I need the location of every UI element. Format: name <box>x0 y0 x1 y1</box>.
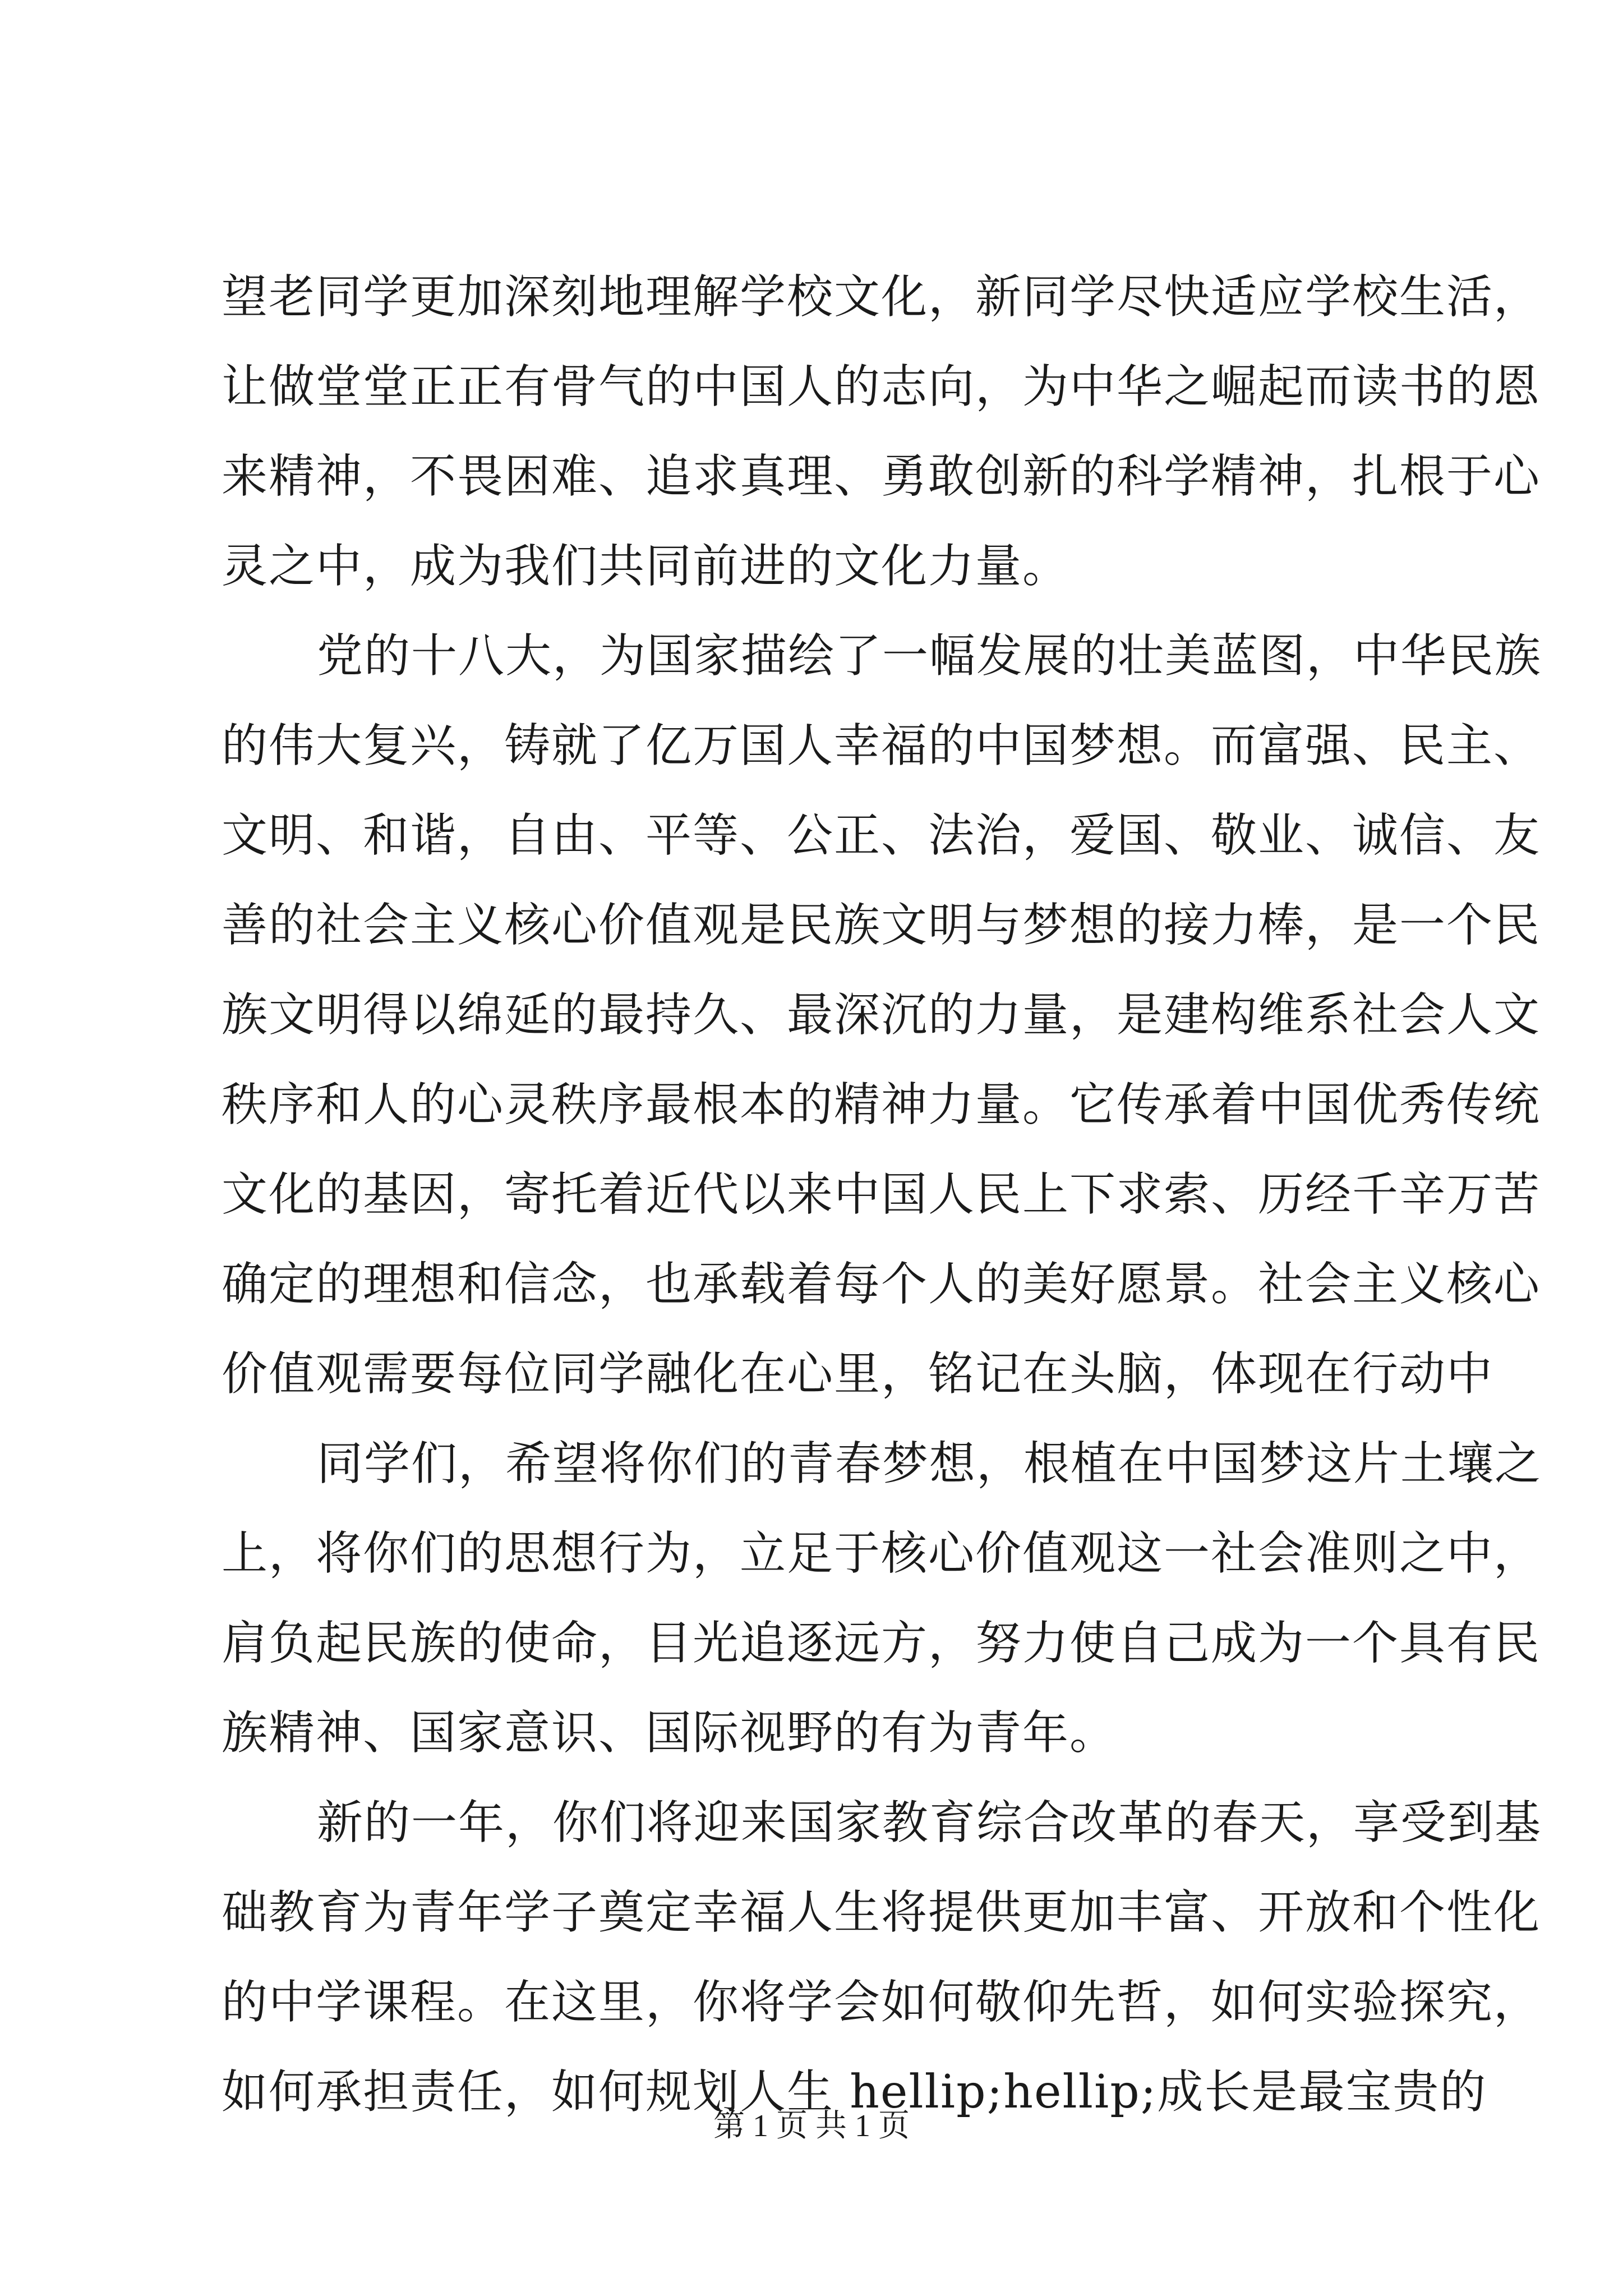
text-line: 文化的基因，寄托着近代以来中国人民上下求索、历经千辛万苦 <box>222 1168 1541 1221</box>
text-line: 新的一年，你们将迎来国家教育综合改革的春天，享受到基 <box>317 1796 1542 1849</box>
text-line: 如何承担责任，如何规划人生 hellip;hellip;成长是最宝贵的 <box>222 2065 1487 2119</box>
text-line: 灵之中，成为我们共同前进的文化力量。 <box>222 540 1070 593</box>
text-line: 的中学课程。在这里，你将学会如何敬仰先哲，如何实验探究， <box>222 1976 1541 2029</box>
document-body <box>222 252 1542 2137</box>
text-line: 秩序和人的心灵秩序最根本的精神力量。它传承着中国优秀传统 <box>222 1078 1541 1131</box>
text-line: 让做堂堂正正有骨气的中国人的志向，为中华之崛起而读书的恩 <box>222 360 1541 413</box>
text-line: 确定的理想和信念，也承载着每个人的美好愿景。社会主义核心 <box>222 1258 1541 1311</box>
text-line: 望老同学更加深刻地理解学校文化，新同学尽快适应学校生活， <box>222 270 1541 324</box>
text-line: 肩负起民族的使命，目光追逐远方，努力使自己成为一个具有民 <box>222 1617 1541 1670</box>
text-line: 价值观需要每位同学融化在心里，铭记在头脑，体现在行动中 <box>222 1347 1494 1401</box>
text-line: 础教育为青年学子奠定幸福人生将提供更加丰富、开放和个性化 <box>222 1886 1541 1939</box>
text-line: 文明、和谐，自由、平等、公正、法治，爱国、敬业、诚信、友 <box>222 809 1541 862</box>
text-line: 党的十八大，为国家描绘了一幅发展的壮美蓝图，中华民族 <box>317 629 1542 683</box>
text-line: 善的社会主义核心价值观是民族文明与梦想的接力棒，是一个民 <box>222 899 1541 952</box>
text-line: 同学们，希望将你们的青春梦想，根植在中国梦这片土壤之 <box>317 1437 1542 1490</box>
text-line: 上，将你们的思想行为，立足于核心价值观这一社会准则之中， <box>222 1527 1541 1580</box>
page-footer: 第 1 页 共 1 页 <box>713 2109 910 2143</box>
text-line: 族文明得以绵延的最持久、最深沉的力量，是建构维系社会人文 <box>222 988 1541 1042</box>
text-line: 来精神，不畏困难、追求真理、勇敢创新的科学精神，扎根于心 <box>222 450 1541 503</box>
text-line: 族精神、国家意识、国际视野的有为青年。 <box>222 1706 1117 1760</box>
text-line: 的伟大复兴，铸就了亿万国人幸福的中国梦想。而富强、民主、 <box>222 719 1541 772</box>
